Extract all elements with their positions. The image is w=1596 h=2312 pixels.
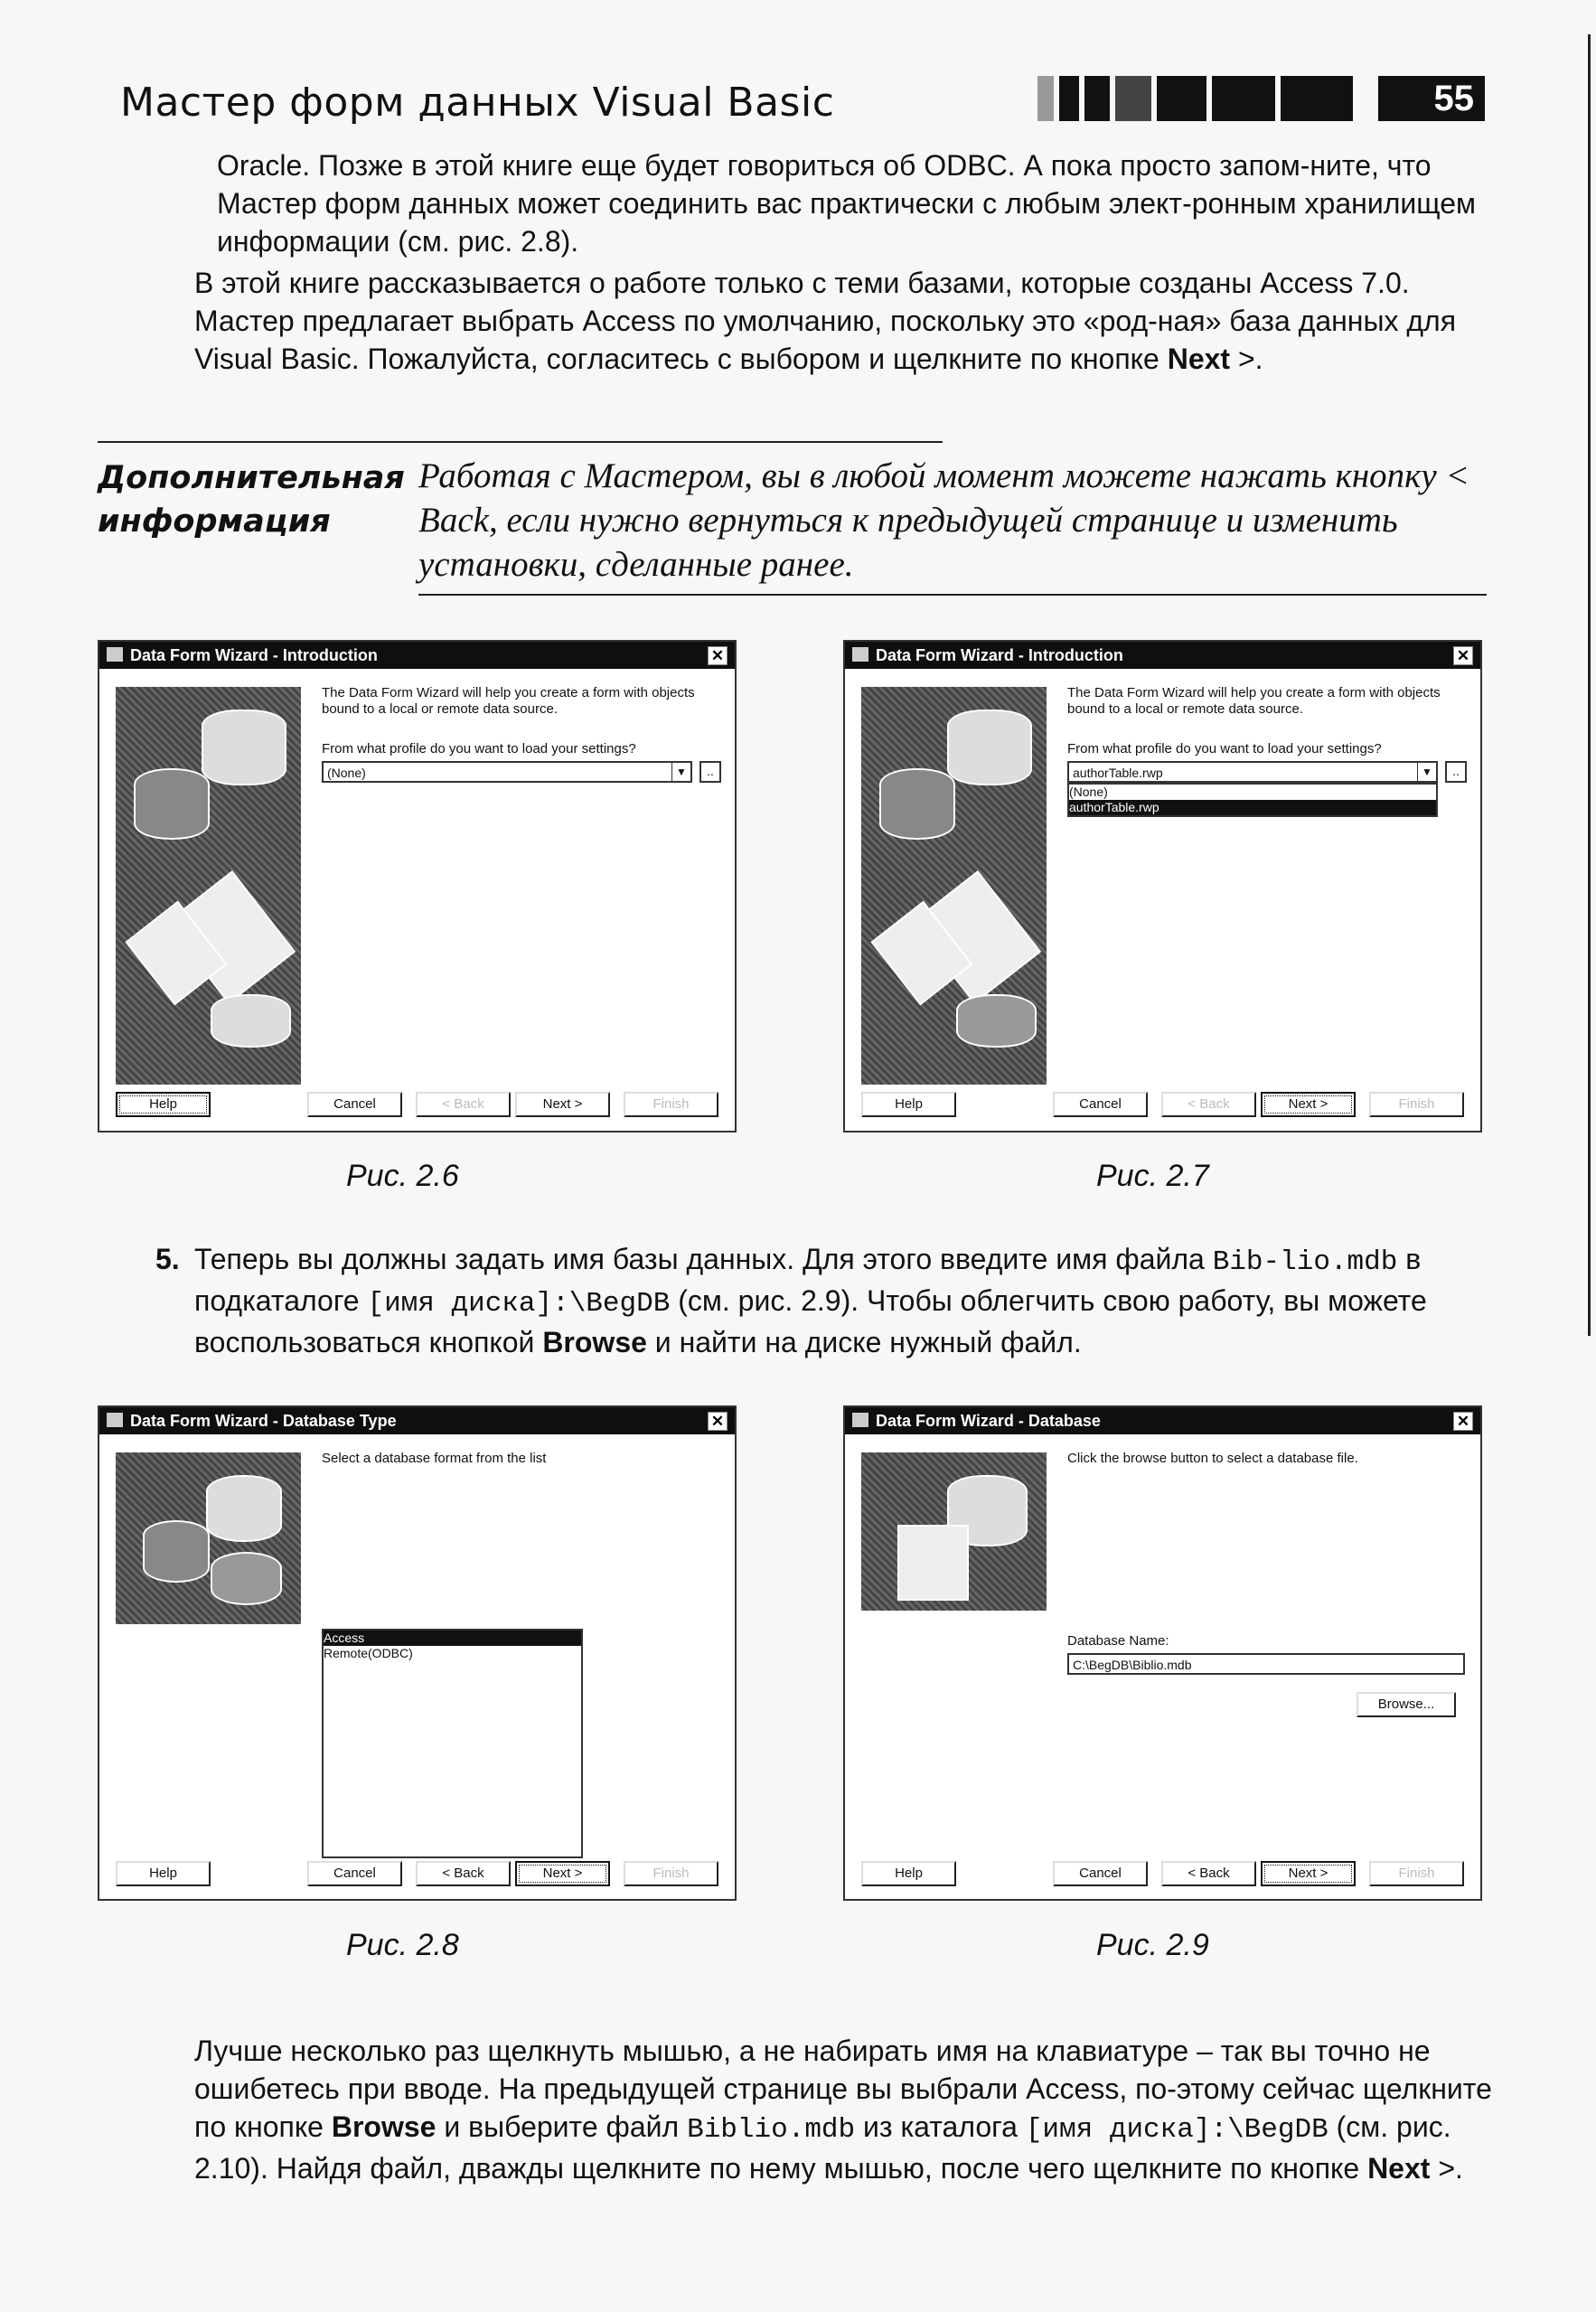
database-format-list xyxy=(322,1629,583,1858)
figure-2-9-dialog xyxy=(843,1405,1482,1901)
app-icon xyxy=(107,647,123,662)
next-button[interactable]: Next > xyxy=(1261,1092,1356,1117)
database-name-label: Database Name: xyxy=(1067,1633,1169,1649)
back-button[interactable]: < Back xyxy=(1161,1861,1256,1886)
margin-rule xyxy=(1588,34,1591,1336)
step-5-text: Теперь вы должны задать имя базы данных. Для этого введите имя файла Bib-lio.mdb в подкаталоге [имя диска]:\BegDB (см. рис. 2.9). Чтобы облегчить свою работу, вы можете воспользоваться кнопкой Browse и найти на диске нужный файл. xyxy=(194,1243,1427,1358)
figure-2-7-caption: Рис. 2.7 xyxy=(1096,1159,1209,1193)
profile-browse-button[interactable]: .. xyxy=(699,761,721,783)
wizard-art xyxy=(116,687,301,1085)
back-button[interactable]: < Back xyxy=(416,1861,511,1886)
back-button[interactable]: < Back xyxy=(416,1092,511,1117)
cancel-button[interactable]: Cancel xyxy=(307,1861,402,1886)
app-icon xyxy=(107,1413,123,1427)
profile-label: From what profile do you want to load your settings? xyxy=(1067,741,1382,757)
close-icon[interactable]: ✕ xyxy=(708,1412,728,1431)
help-button[interactable]: Help xyxy=(861,1092,956,1117)
browse-button[interactable]: Browse... xyxy=(1357,1692,1456,1717)
figure-2-7-dialog xyxy=(843,640,1482,1133)
help-button[interactable]: Help xyxy=(861,1861,956,1886)
back-button[interactable]: < Back xyxy=(1161,1092,1256,1117)
figure-2-6-dialog xyxy=(98,640,737,1133)
close-icon[interactable]: ✕ xyxy=(1453,1412,1473,1431)
figure-2-8-caption: Рис. 2.8 xyxy=(346,1928,459,1962)
finish-button[interactable]: Finish xyxy=(624,1092,718,1117)
app-icon xyxy=(852,647,868,662)
prompt-text: Select a database format from the list xyxy=(322,1451,547,1466)
list-item-selected[interactable]: authorTable.rwp xyxy=(1069,800,1436,815)
next-button[interactable]: Next > xyxy=(515,1092,610,1117)
title-bar: Data Form Wizard - Database ✕ xyxy=(845,1407,1480,1434)
chevron-down-icon[interactable]: ▼ xyxy=(671,763,690,781)
step-number: 5. xyxy=(155,1243,180,1275)
note-top-rule xyxy=(98,441,943,443)
intro-text: The Data Form Wizard will help you create a form with objects bound to a local or remote data source. xyxy=(1067,685,1441,717)
prompt-text: Click the browse button to select a database file. xyxy=(1067,1451,1358,1466)
final-paragraph: Лучше несколько раз щелкнуть мышью, а не набирать имя на клавиатуре – так вы точно не ошибетесь при вводе. На предыдущей странице вы выбрали Access, по-этому сейчас щелкните по кнопке Browse и выберите файл Biblio.mdb из каталога [имя диска]:\BegDB (см. рис. 2.10). Найдя файл, дважды щелкните по нему мышью, после чего щелкните по кнопке Next >. xyxy=(194,2035,1492,2185)
cancel-button[interactable]: Cancel xyxy=(307,1092,402,1117)
database-name-input[interactable]: C:\BegDB\Biblio.mdb xyxy=(1067,1653,1465,1675)
next-button[interactable]: Next > xyxy=(515,1861,610,1886)
finish-button[interactable]: Finish xyxy=(1369,1861,1464,1886)
close-icon[interactable]: ✕ xyxy=(1453,646,1473,665)
finish-button[interactable]: Finish xyxy=(624,1861,718,1886)
profile-browse-button[interactable]: .. xyxy=(1445,761,1467,783)
title-bar: Data Form Wizard - Database Type ✕ xyxy=(99,1407,735,1434)
next-button[interactable]: Next > xyxy=(1261,1861,1356,1886)
profile-combo[interactable]: authorTable.rwp ▼ xyxy=(1067,761,1438,783)
page-title: Мастер форм данных Visual Basic xyxy=(120,80,835,126)
title-bar: Data Form Wizard - Introduction ✕ xyxy=(845,642,1480,669)
profile-dropdown-list xyxy=(1067,783,1438,817)
profile-combo[interactable]: (None) ▼ xyxy=(322,761,692,783)
list-item[interactable]: Remote(ODBC) xyxy=(324,1646,413,1660)
app-icon xyxy=(852,1413,868,1427)
cancel-button[interactable]: Cancel xyxy=(1053,1092,1148,1117)
wizard-art xyxy=(861,1452,1047,1611)
figure-2-9-caption: Рис. 2.9 xyxy=(1096,1928,1209,1962)
intro-paragraph-2: В этой книге рассказывается о работе только с теми базами, которые созданы Access 7.0. Мастер предлагает выбрать Access по умолчанию, поскольку это «род-ная» база данных для Visual Basic. Пожалуйста, согласитесь с выбором и щелкните по кнопке Next >. xyxy=(194,267,1457,375)
note-text: Работая с Мастером, вы в любой момент можете нажать кнопку < Back, если нужно вернуться к предыдущей странице и изменить установки, сделанные ранее. xyxy=(418,456,1469,584)
list-item-selected[interactable]: Access xyxy=(324,1631,581,1646)
wizard-art xyxy=(861,687,1047,1085)
cancel-button[interactable]: Cancel xyxy=(1053,1861,1148,1886)
figure-2-8-dialog xyxy=(98,1405,737,1901)
wizard-art xyxy=(116,1452,301,1624)
title-bar: Data Form Wizard - Introduction ✕ xyxy=(99,642,735,669)
page-number: 55 xyxy=(1378,76,1485,121)
close-icon[interactable]: ✕ xyxy=(708,646,728,665)
list-item[interactable]: (None) xyxy=(1069,785,1108,799)
note-label: Дополнительная информация xyxy=(98,460,405,540)
chevron-down-icon[interactable]: ▼ xyxy=(1417,763,1436,781)
finish-button[interactable]: Finish xyxy=(1369,1092,1464,1117)
figure-2-6-caption: Рис. 2.6 xyxy=(346,1159,459,1193)
note-bottom-rule xyxy=(418,594,1487,596)
intro-paragraph-1: Oracle. Позже в этой книге еще будет говориться об ODBC. А пока просто запом-ните, что Мастер форм данных может соединить вас практически с любым элект-ронным хранилищем информации (см. рис. 2.8). xyxy=(217,149,1476,258)
profile-label: From what profile do you want to load your settings? xyxy=(322,741,636,757)
help-button[interactable]: Help xyxy=(116,1092,211,1117)
header-bar xyxy=(1037,76,1485,121)
intro-text: The Data Form Wizard will help you create a form with objects bound to a local or remote data source. xyxy=(322,685,695,717)
help-button[interactable]: Help xyxy=(116,1861,211,1886)
